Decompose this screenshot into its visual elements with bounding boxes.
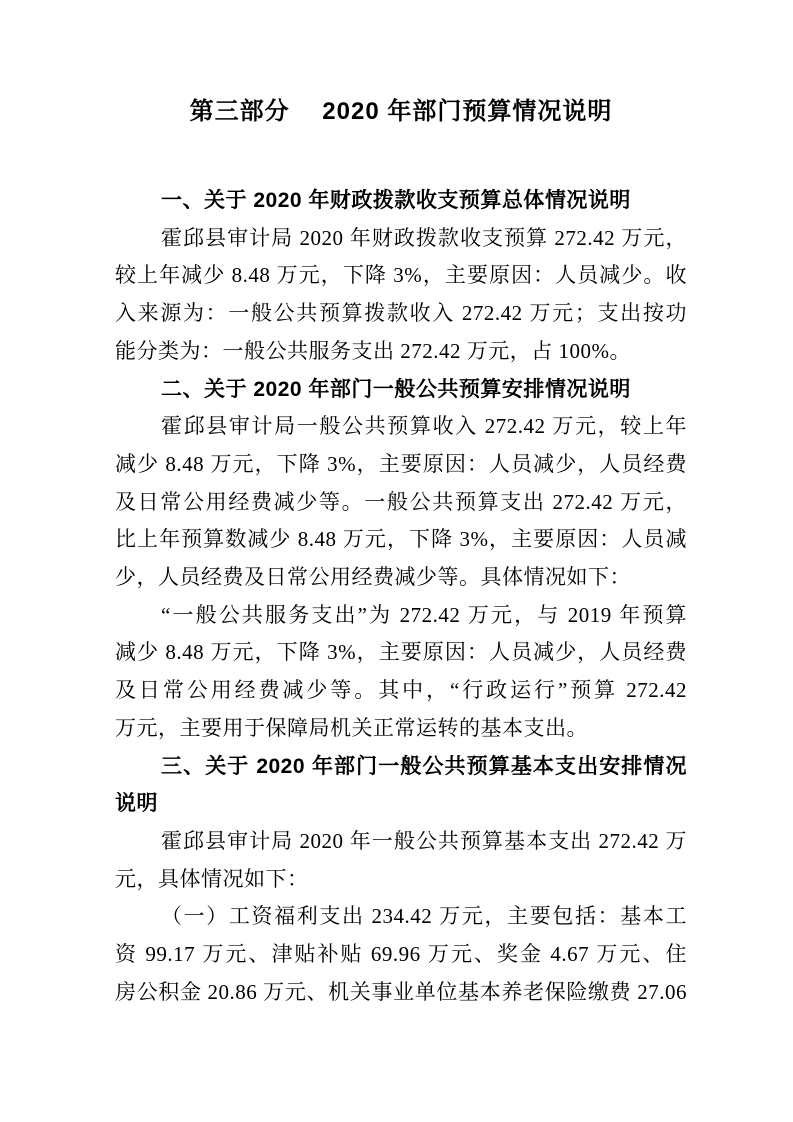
text-line: 少，人员经费及日常公用经费减少等。具体情况如下： <box>115 565 631 590</box>
text-line: 霍邱县审计局 2020 年财政拨款收支预算 272.42 万元， <box>161 225 687 250</box>
heading-line: 说明 <box>115 792 158 816</box>
text-line: 霍邱县审计局一般公共预算收入 272.42 万元，较上年 <box>161 414 687 439</box>
document-title: 第三部分 2020 年部门预算情况说明 <box>189 98 613 125</box>
section-1-heading <box>115 182 687 220</box>
text-line: 较上年减少 8.48 万元，下降 3%，主要原因：人员减少。收 <box>115 263 687 288</box>
heading-line: 二、关于 2020 年部门一般公共预算安排情况说明 <box>161 377 631 401</box>
text-line: 减少 8.48 万元，下降 3%，主要原因：人员减少，人员经费 <box>115 640 687 665</box>
document-body <box>115 182 687 1011</box>
text-line: 及日常公用经费减少等。其中，“行政运行”预算 272.42 <box>115 678 687 703</box>
text-line: 减少 8.48 万元，下降 3%，主要原因：人员减少，人员经费 <box>115 451 687 476</box>
text-line: 霍邱县审计局 2020 年一般公共预算基本支出 272.42 万 <box>161 828 687 853</box>
section-1-paragraph-1 <box>115 220 687 371</box>
text-line: 房公积金 20.86 万元、机关事业单位基本养老保险缴费 27.06 <box>115 979 687 1004</box>
text-line: “一般公共服务支出”为 272.42 万元，与 2019 年预算 <box>161 602 687 627</box>
text-line: 能分类为：一般公共服务支出 272.42 万元，占 100%。 <box>115 338 631 363</box>
section-2-heading <box>115 371 687 409</box>
text-line: （一）工资福利支出 234.42 万元，主要包括：基本工 <box>161 904 687 929</box>
section-2-paragraph-1 <box>115 408 687 597</box>
heading-line: 一、关于 2020 年财政拨款收支预算总体情况说明 <box>161 189 631 212</box>
section-3-paragraph-1 <box>115 823 687 898</box>
section-2-paragraph-2 <box>115 597 687 748</box>
section-3-paragraph-2 <box>115 898 687 1011</box>
heading-line: 三、关于 2020 年部门一般公共预算基本支出安排情况 <box>161 754 687 778</box>
section-3-heading <box>115 748 687 823</box>
text-line: 比上年预算数减少 8.48 万元，下降 3%，主要原因：人员减 <box>115 527 687 552</box>
text-line: 及日常公用经费减少等。一般公共预算支出 272.42 万元， <box>115 489 687 514</box>
text-line: 元，具体情况如下： <box>115 866 309 891</box>
text-line: 入来源为：一般公共预算拨款收入 272.42 万元；支出按功 <box>115 301 687 326</box>
text-line: 资 99.17 万元、津贴补贴 69.96 万元、奖金 4.67 万元、住 <box>115 942 687 967</box>
text-line: 万元，主要用于保障局机关正常运转的基本支出。 <box>115 715 588 740</box>
